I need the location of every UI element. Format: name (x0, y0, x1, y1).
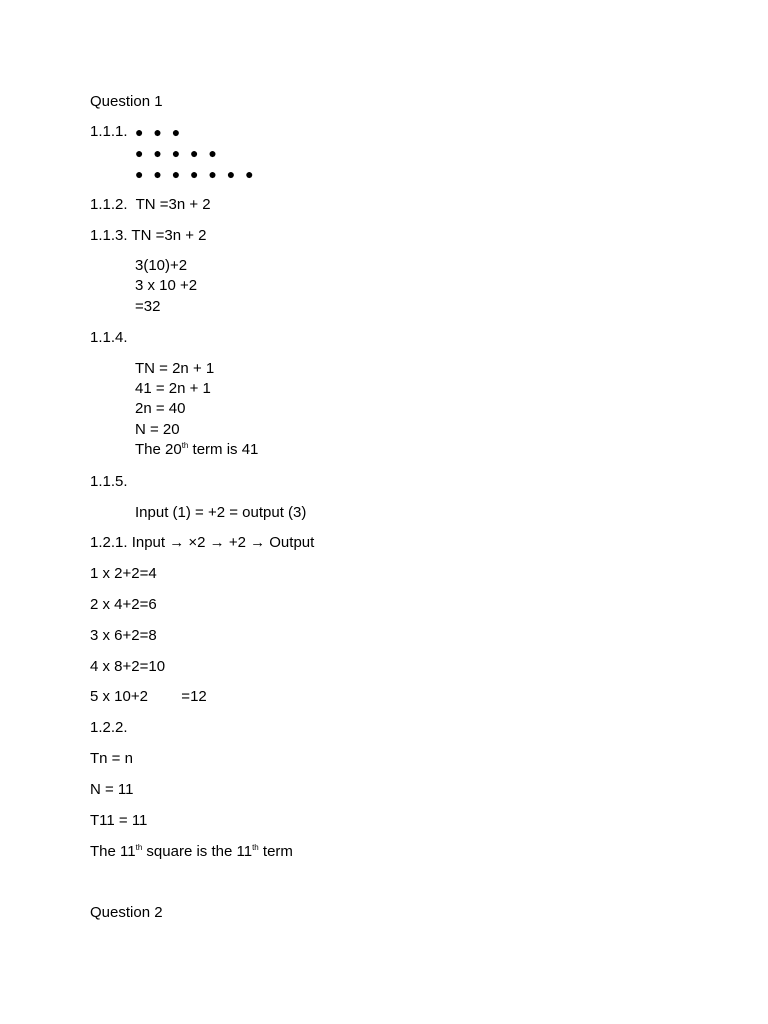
q114-conclusion-before: The 20 (135, 441, 182, 458)
q122-conclusion-part-1: The 11 (90, 843, 136, 860)
q114-step-4: N = 20 (135, 421, 180, 438)
q114-step-1: TN = 2n + 1 (135, 360, 215, 377)
q115-text: Input (1) = +2 = output (3) (135, 504, 307, 521)
q122-conclusion-part-3: term (258, 843, 293, 860)
q114-step-2: 41 = 2n + 1 (135, 380, 211, 397)
q122-conclusion-part-2: square is the 11 (142, 843, 253, 860)
q112-text: 1.1.2. TN =3n + 2 (90, 196, 211, 213)
dot-pattern-row-2: ● ● ● ● ● (135, 145, 220, 161)
q121-row-3: 3 x 6+2=8 (90, 627, 157, 644)
q122-conclusion-sup-1: th (135, 843, 143, 852)
q114-conclusion (135, 440, 258, 460)
question-2-heading: Question 2 (90, 904, 163, 921)
q122-line-1: Tn = n (90, 750, 133, 767)
q114-conclusion-sup: th (181, 441, 189, 450)
q114-conclusion-after: term is 41 (188, 441, 259, 458)
dot-pattern-row-1: ● ● ● (135, 124, 184, 140)
q122-conclusion-sup-2: th (252, 843, 259, 852)
q121-row-2: 2 x 4+2=6 (90, 596, 157, 613)
question-1-heading: Question 1 (90, 93, 163, 110)
q122-line-3: T11 = 11 (90, 812, 148, 829)
q114-step-3: 2n = 40 (135, 400, 186, 417)
q121-row-1: 1 x 2+2=4 (90, 565, 157, 582)
q122-line-2: N = 11 (90, 781, 134, 798)
q115-label: 1.1.5. (90, 473, 128, 490)
dot-pattern-row-3: ● ● ● ● ● ● ● (135, 166, 257, 182)
q122-conclusion (90, 842, 293, 862)
q113-step-1: 3(10)+2 (135, 257, 188, 274)
q121-row-4: 4 x 8+2=10 (90, 658, 166, 675)
q111-label: 1.1.1. (90, 123, 128, 140)
q122-label: 1.2.2. (90, 719, 128, 736)
q121-row-5: 5 x 10+2 =12 (90, 688, 207, 705)
q113-step-3: =32 (135, 298, 161, 315)
q113-text: 1.1.3. TN =3n + 2 (90, 227, 207, 244)
q121-text: 1.2.1. Input → ×2 → +2 → Output (90, 534, 315, 551)
q113-step-2: 3 x 10 +2 (135, 277, 198, 294)
q114-label: 1.1.4. (90, 329, 128, 346)
